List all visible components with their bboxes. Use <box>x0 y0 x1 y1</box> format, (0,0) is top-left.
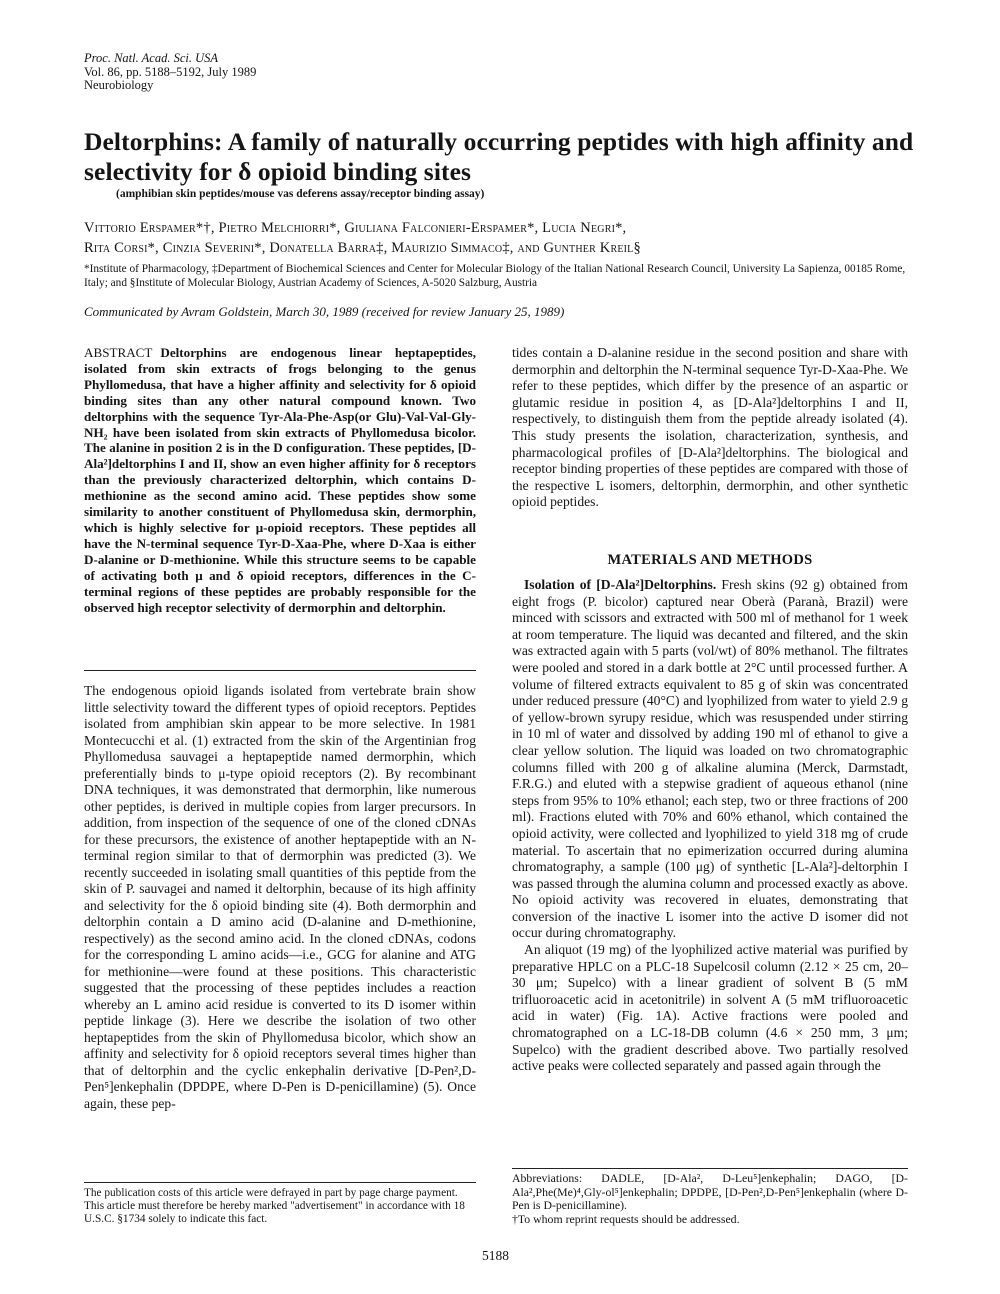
journal-header <box>84 52 256 93</box>
journal-volume: Vol. 86, pp. 5188–5192, July 1989 <box>84 64 257 79</box>
methods-paragraph-1-text: Fresh skins (92 g) obtained from eight frogs (P. bicolor) captured near Oberà (Paranà, Brazil) were minced with scissors and extracted with 500 ml of methanol for 1 week at room temperature. The liquid was decanted and filtered, and the skin was extracted again with 5 parts (vol/wt) of 80% methanol. The filtrates were pooled and stored in a dark bottle at 2°C until processed further. A volume of filtered extracts equivalent to 85 g of skin was concentrated under reduced pressure (40°C) and lyophilized from water to yield 2.9 g of yellow-brown syrupy residue, which was resuspended under stirring in 10 ml of water and dissolved by adding 190 ml of ethanol to give a clear yellow solution. The liquid was loaded on two chromatographic columns filled with 200 g of alkaline alumina (Merck, Darmstadt, F.R.G.) and eluted with a stepwise gradient of aqueous ethanol (nine steps from 95% to 10% ethanol; each step, two or three fractions of 200 ml). Fractions eluted with 70% and 60% ethanol, which contained the opioid activity, were collected and lyophilized to yield 318 mg of crude material. To ascertain that no epimerization occurred during alumina chromatography, a sample (100 μg) of synthetic [L-Ala²]-deltorphin I was passed through the alumina column and processed exactly as above. No opioid activity was recovered in eluates, demonstrating that conversion of the inactive L isomer into the active D isomer did not occur during chromatography. <box>512 577 908 941</box>
journal-section: Neurobiology <box>84 78 154 92</box>
introduction-continued: tides contain a D-alanine residue in the second position and share with dermorphin and deltorphin the N-terminal sequence Tyr-D-Xaa-Phe. We refer to these peptides, which differ by the presence of an aspartic or glutamic residue in position 4, as [D-Ala²]deltorphins I and II, respectively, to distinguish them from the peptide already isolated (4). This study presents the isolation, characterization, synthesis, and pharmacological profiles of [D-Ala²]deltorphins. The biological and receptor binding properties of these peptides are compared with those of the respective L isomers, deltorphin, dermorphin, and other synthetic opioid peptides. <box>512 345 908 510</box>
communicated-by: Communicated by Avram Goldstein, March 30, 1989 (received for review January 25, 1989) <box>84 304 565 319</box>
publication-cost-footnote: The publication costs of this article were defrayed in part by page charge payment. This article must therefore be hereby marked "advertisement" in accordance with 18 U.S.C. §1734 solely to indicate this fact. <box>84 1187 465 1226</box>
keywords: (amphibian skin peptides/mouse vas deferens assay/receptor binding assay) <box>116 188 485 200</box>
section-heading-methods: MATERIALS AND METHODS <box>607 552 813 568</box>
author-list <box>84 218 934 258</box>
methods-paragraph-2: An aliquot (19 mg) of the lyophilized active material was purified by preparative HPLC on a PLC-18 Supelcosil column (2.12 × 25 cm, 20–30 μm; Supelco) with a linear gradient of solvent B (5 mM trifluoroacetic acid in acetonitrile) in solvent A (5 mM trifluoroacetic acid in water) (Fig. 1A). Active fractions were pooled and chromatographed on a LC-18-DB column (4.6 × 250 mm, 3 μm; Supelco) with the gradient described above. Two partially resolved active peaks were collected separately and passed again through the <box>512 942 908 1074</box>
abbreviations-footnote <box>512 1172 908 1226</box>
footnote-divider-right <box>512 1168 908 1169</box>
article-title: Deltorphins: A family of naturally occurring peptides with high affinity and selectivity for δ opioid binding sites <box>84 127 914 186</box>
authors-line-1: Vittorio Erspamer*†, Pietro Melchiorri*, Giuliana Falconieri-Erspamer*, Lucia Negri*, <box>84 220 627 236</box>
affiliations: *Institute of Pharmacology, ‡Department of Biochemical Sciences and Center for Molecular Biology of the Italian National Research Council, University La Sapienza, 00185 Rome, Italy; and §Institute of Molecular Biology, Austrian Academy of Sciences, A-5020 Salzburg, Austria <box>84 263 906 289</box>
page-number: 5188 <box>482 1248 509 1263</box>
methods-subheading: Isolation of [D-Ala²]Deltorphins. <box>524 577 717 592</box>
abstract-divider <box>84 670 476 671</box>
reprint-note: †To whom reprint requests should be addressed. <box>512 1211 740 1226</box>
abbreviations: Abbreviations: DADLE, [D-Ala², D-Leu⁵]enkephalin; DAGO, [D-Ala²,Phe(Me)⁴,Gly-ol⁵]enkephalin; DPDPE, [D-Pen²,D-Pen⁵]enkephalin (where D-Pen is D-penicillamine). <box>512 1171 908 1213</box>
introduction-text: The endogenous opioid ligands isolated from vertebrate brain show little selectivity toward the different types of opioid receptors. Peptides isolated from amphibian skin appear to be more selective. In 1981 Montecucchi et al. (1) extracted from the skin of the Argentinian frog Phyllomedusa sauvagei a heptapeptide named dermorphin, which preferentially binds to μ-type opioid receptors (2). By recombinant DNA techniques, it was demonstrated that dermorphin, like numerous other peptides, is derived in multiple copies from larger precursors. In addition, from inspection of the sequence of one of the cloned cDNAs for these precursors, the existence of another heptapeptide with an N-terminal region similar to that of dermorphin was predicted (3). We recently succeeded in isolating small quantities of this peptide from the skin of P. sauvagei and named it deltorphin, because of its high affinity and selectivity for the δ opioid binding site (4). Both dermorphin and deltorphin contain a D amino acid (D-alanine and D-methionine, respectively) as the second amino acid. In the cloned cDNAs, codons for the corresponding L amino acids—i.e., GCG for alanine and ATG for methionine—were found at these positions. This characteristic suggested that the processing of these peptides includes a reaction whereby an L amino acid residue is converted to its D isomer within peptide linkage (3). Here we describe the isolation of two other heptapeptides from the skin of Phyllomedusa bicolor, which show an affinity and selectivity for δ opioid receptors several times higher than that of deltorphin and the cyclic enkephalin derivative [D-Pen²,D-Pen⁵]enkephalin (DPDPE, where D-Pen is D-penicillamine) (5). Once again, these pep- <box>84 683 476 1111</box>
abstract-label: ABSTRACT <box>84 345 153 360</box>
journal-name: Proc. Natl. Acad. Sci. USA <box>84 51 219 65</box>
authors-line-2: Rita Corsi*, Cinzia Severini*, Donatella Barra‡, Maurizio Simmaco‡, and Gunther Kreil§ <box>84 240 641 256</box>
methods-text <box>512 577 908 1075</box>
footnote-divider-left <box>84 1182 476 1183</box>
abstract-text: Deltorphins are endogenous linear heptapeptides, isolated from skin extracts of frogs belonging to the genus Phyllomedusa, that have a higher affinity and selectivity for δ opioid binding sites than any other natural compound known. Two deltorphins with the sequence Tyr-Ala-Phe-Asp(or Glu)-Val-Val-Gly-NH₂ have been isolated from skin extracts of Phyllomedusa bicolor. The alanine in position 2 is in the D configuration. These peptides, [D-Ala²]deltorphins I and II, show an even higher affinity for δ receptors than the previously characterized deltorphin, which contains D-methionine as the second amino acid. These peptides show some similarity to another constituent of Phyllomedusa skin, dermorphin, which is highly selective for μ-opioid receptors. These peptides all have the N-terminal sequence Tyr-D-Xaa-Phe, where D-Xaa is either D-alanine or D-methionine. While this structure seems to be capable of activating both μ and δ opioid receptors, differences in the C-terminal regions of these peptides are probably responsible for the observed high receptor selectivity of dermorphin and deltorphin. <box>84 345 476 615</box>
methods-paragraph-1 <box>512 577 908 942</box>
abstract <box>84 345 476 615</box>
